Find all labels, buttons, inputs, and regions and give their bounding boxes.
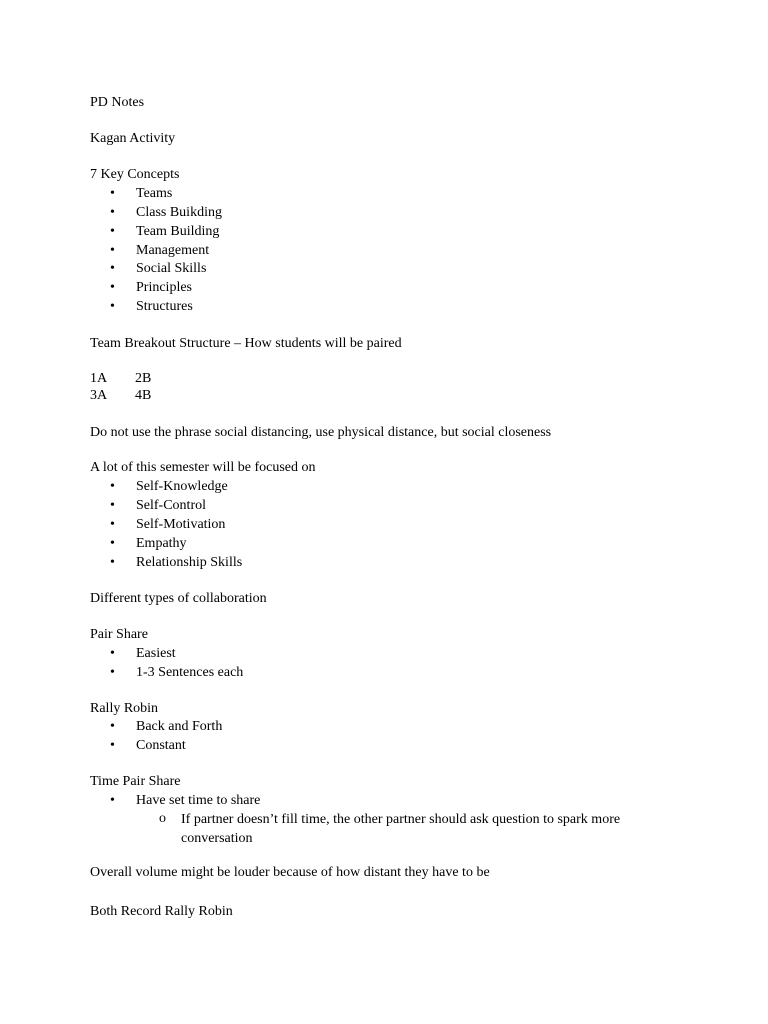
sub-list-item: If partner doesn’t fill time, the other partner should ask question to spark more conversation [181, 812, 621, 846]
list-item: Easiest [136, 646, 176, 661]
list-item: 1-3 Sentences each [136, 665, 244, 680]
list-item: Empathy [136, 536, 187, 551]
bullet-icon: • [110, 280, 115, 295]
pair-share-title: Pair Share [90, 627, 148, 642]
page-title: PD Notes [90, 95, 145, 110]
volume-note: Overall volume might be louder because of how distant they have to be [90, 865, 490, 880]
distancing-note: Do not use the phrase social distancing, use physical distance, but social closeness [90, 425, 552, 440]
pair-cell: 2B [135, 371, 152, 386]
both-record-note: Both Record Rally Robin [90, 904, 233, 919]
bullet-icon: • [110, 793, 115, 808]
list-item: Back and Forth [136, 719, 223, 734]
bullet-icon: • [110, 665, 115, 680]
list-item: Self-Control [136, 498, 206, 513]
bullet-icon: • [110, 738, 115, 753]
bullet-icon: • [110, 555, 115, 570]
bullet-icon: • [110, 498, 115, 513]
bullet-icon: • [110, 646, 115, 661]
bullet-icon: • [110, 243, 115, 258]
activity-heading: Kagan Activity [90, 131, 176, 146]
bullet-icon: • [110, 536, 115, 551]
list-item: Team Building [136, 224, 220, 239]
bullet-icon: • [110, 205, 115, 220]
time-pair-share-title: Time Pair Share [90, 774, 181, 789]
bullet-icon: • [110, 517, 115, 532]
list-item: Relationship Skills [136, 555, 243, 570]
sub-bullet-icon: o [159, 811, 166, 826]
bullet-icon: • [110, 261, 115, 276]
list-item: Class Buikding [136, 205, 222, 220]
bullet-icon: • [110, 719, 115, 734]
bullet-icon: • [110, 479, 115, 494]
list-item: Structures [136, 299, 193, 314]
list-item: Management [136, 243, 210, 258]
pair-cell: 1A [90, 371, 108, 386]
rally-robin-title: Rally Robin [90, 701, 159, 716]
bullet-icon: • [110, 224, 115, 239]
pair-cell: 4B [135, 388, 152, 403]
pair-cell: 3A [90, 388, 108, 403]
semester-title: A lot of this semester will be focused on [90, 460, 316, 475]
concepts-title: 7 Key Concepts [90, 167, 180, 182]
list-item: Teams [136, 186, 173, 201]
list-item: Constant [136, 738, 186, 753]
list-item: Self-Knowledge [136, 479, 228, 494]
list-item: Self-Motivation [136, 517, 226, 532]
breakout-structure: Team Breakout Structure – How students will be paired [90, 336, 402, 351]
list-item: Have set time to share [136, 793, 261, 808]
list-item: Principles [136, 280, 192, 295]
bullet-icon: • [110, 186, 115, 201]
collaboration-title: Different types of collaboration [90, 591, 267, 606]
bullet-icon: • [110, 299, 115, 314]
list-item: Social Skills [136, 261, 207, 276]
